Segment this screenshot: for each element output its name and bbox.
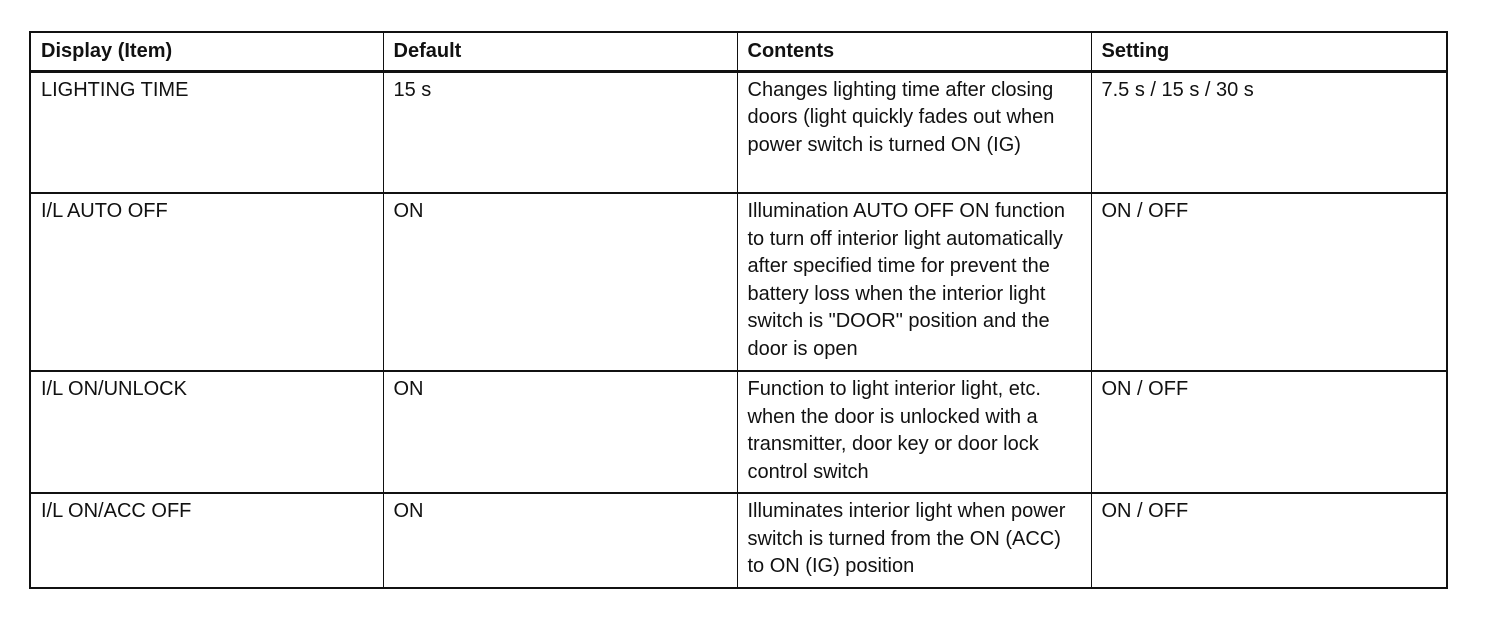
header-default: Default bbox=[383, 32, 737, 71]
header-contents: Contents bbox=[737, 32, 1091, 71]
header-setting: Setting bbox=[1091, 32, 1447, 71]
cell-setting: ON / OFF bbox=[1091, 193, 1447, 371]
cell-default: ON bbox=[383, 193, 737, 371]
header-display-item: Display (Item) bbox=[30, 32, 383, 71]
cell-display-item: LIGHTING TIME bbox=[30, 71, 383, 193]
cell-contents: Changes lighting time after closing doors (light quickly fades out when power switch is turned ON (IG) bbox=[737, 71, 1091, 193]
cell-setting: ON / OFF bbox=[1091, 371, 1447, 493]
table-header-row bbox=[30, 32, 1447, 71]
cell-contents: Illumination AUTO OFF ON function to turn off interior light automatically after specified time for prevent the battery loss when the interior light switch is "DOOR" position and the door is open bbox=[737, 193, 1091, 371]
cell-setting: 7.5 s / 15 s / 30 s bbox=[1091, 71, 1447, 193]
table-row bbox=[30, 371, 1447, 493]
cell-display-item: I/L ON/ACC OFF bbox=[30, 493, 383, 588]
table-row bbox=[30, 493, 1447, 588]
cell-default: ON bbox=[383, 493, 737, 588]
cell-default: ON bbox=[383, 371, 737, 493]
cell-setting: ON / OFF bbox=[1091, 493, 1447, 588]
cell-contents: Illuminates interior light when power switch is turned from the ON (ACC) to ON (IG) position bbox=[737, 493, 1091, 588]
cell-display-item: I/L AUTO OFF bbox=[30, 193, 383, 371]
table-row bbox=[30, 193, 1447, 371]
table-row bbox=[30, 71, 1447, 193]
customization-table bbox=[29, 31, 1448, 589]
cell-default: 15 s bbox=[383, 71, 737, 193]
cell-display-item: I/L ON/UNLOCK bbox=[30, 371, 383, 493]
cell-contents: Function to light interior light, etc. when the door is unlocked with a transmitter, door key or door lock control switch bbox=[737, 371, 1091, 493]
